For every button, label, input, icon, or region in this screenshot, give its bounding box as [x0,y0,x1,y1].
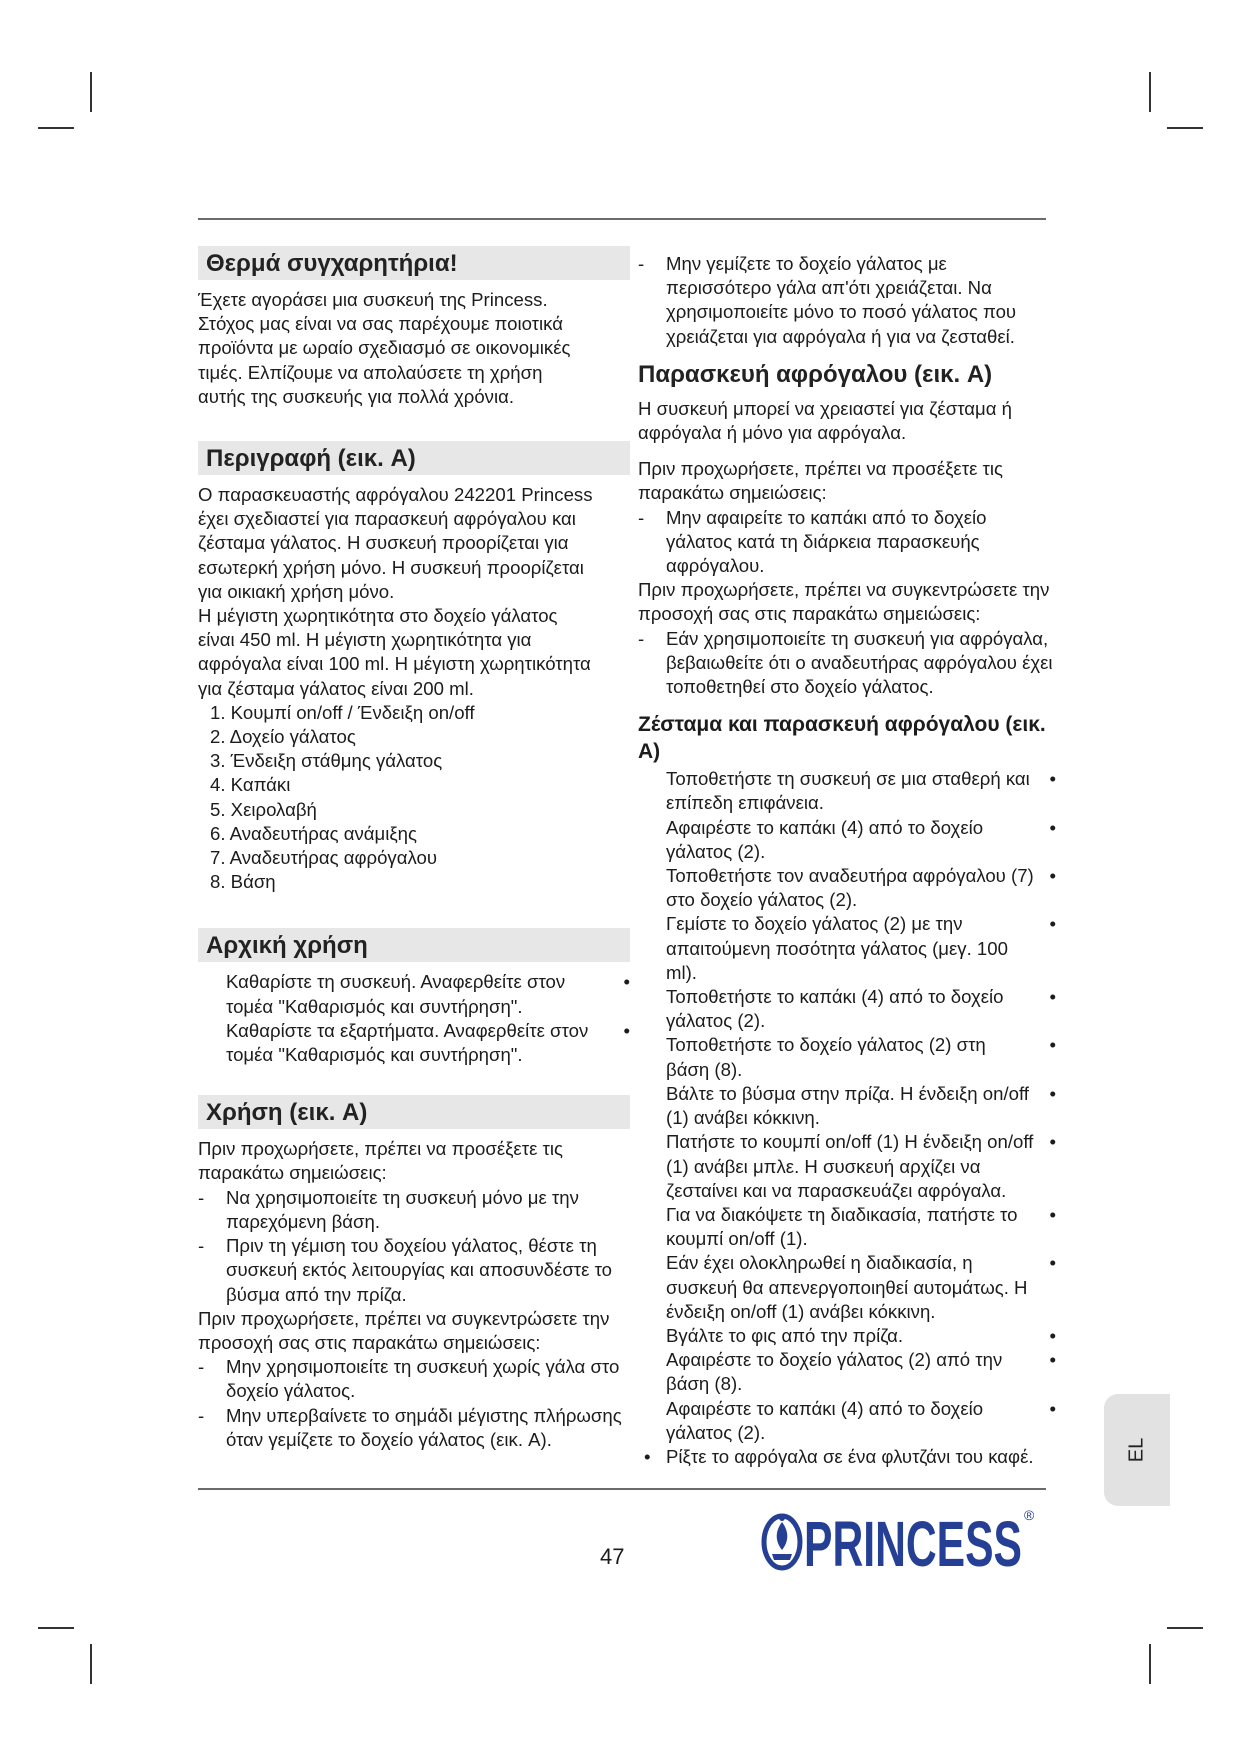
step-item: Τοποθετήστε το δοχείο γάλατος (2) στη βάση (8). • [638,1033,1056,1081]
note-list [638,627,1056,700]
note-item: - Μην υπερβαίνετε το σημάδι μέγιστης πλήρωσης όταν γεμίζετε το δοχείο γάλατος (εικ. A). [198,1404,630,1452]
part-item: 4. Καπάκι [210,774,291,796]
crop-mark [90,1644,92,1684]
section-heading: Παρασκευή αφρόγαλου (εικ. A) [638,360,993,388]
step-item: Τοποθετήστε τη συσκευή σε μια σταθερή και επίπεδη επιφάνεια. • [638,767,1056,815]
top-rule [198,218,1046,220]
note-item: - Μην αφαιρείτε το καπάκι από το δοχείο γάλατος κατά τη διάρκεια παρασκευής αφρόγαλου. [638,506,1056,579]
section-heading: Θερμά συγχαρητήρια! [198,246,630,280]
step-item: Αφαιρέστε το καπάκι (4) από το δοχείο γάλατος (2). • [638,816,1056,864]
part-item: 7. Αναδευτήρας αφρόγαλου [210,847,438,869]
crop-mark [90,72,92,112]
body-line: είναι 450 ml. Η μέγιστη χωρητικότητα για [198,629,532,651]
step-item: Τοποθετήστε το καπάκι (4) από το δοχείο γάλατος (2). • [638,985,1056,1033]
part-item: 5. Χειρολαβή [210,798,317,820]
body-line: Στόχος μας είναι να σας παρέχουμε ποιοτικά [198,313,563,335]
language-tab [1104,1394,1170,1506]
brand-wordmark: PRINCESS [804,1508,1022,1580]
note-list [198,1186,630,1307]
note-list [638,506,1056,579]
body-line: Ο παρασκευαστής αφρόγαλου 242201 Princess [198,484,593,506]
prep-section [638,361,1056,699]
part-item: 8. Βάση [210,871,276,893]
description-section [198,441,630,894]
note-item: - Εάν χρησιμοποιείτε τη συσκευή για αφρόγαλα, βεβαιωθείτε ότι ο αναδευτήρας αφρόγαλου έχει τοποθετηθεί στο δοχείο γάλατος. [638,627,1056,700]
body-line: εσωτερκή χρήση μόνο. Η συσκευή προορίζεται [198,556,584,578]
use-section [198,1095,630,1452]
crop-mark [38,127,74,129]
step-item: Τοποθετήστε τον αναδευτήρα αφρόγαλου (7) στο δοχείο γάλατος (2). • [638,864,1056,912]
bottom-rule [198,1488,1046,1490]
note-item: - Μην γεμίζετε το δοχείο γάλατος με περισσότερο γάλα απ'ότι χρειάζεται. Να χρησιμοποιείτε μόνο το ποσό γάλατος που χρειάζεται για αφρόγαλα ή για να ζεσταθεί. [638,252,1056,349]
parts-list [198,701,630,895]
body-line: τιμές. Ελπίζουμε να απολαύσετε τη χρήση [198,361,543,383]
body-text: Πριν προχωρήσετε, πρέπει να προσέξετε τις παρακάτω σημειώσεις: [198,1138,563,1184]
section-heading: Χρήση (εικ. A) [198,1095,630,1129]
step-item: Για να διακόψετε τη διαδικασία, πατήστε το κουμπί on/off (1). • [638,1203,1056,1251]
note-list [638,252,1056,349]
step-item: Πατήστε το κουμπί on/off (1) Η ένδειξη on/off (1) ανάβει μπλε. Η συσκευή αρχίζει να ζεσταίνει και να παρασκευάζει αφρόγαλα. • [638,1130,1056,1203]
crop-mark [1167,127,1203,129]
body-line: αυτής της συσκευής για πολλά χρόνια. [198,385,515,407]
bullet-item: Καθαρίστε τη συσκευή. Αναφερθείτε στον τομέα "Καθαρισμός και συντήρηση". • [198,970,630,1018]
crop-mark [1167,1627,1203,1629]
body-line: για οικιακή χρήση μόνο. [198,580,395,602]
left-column [198,246,630,1452]
note-item: - Μην χρησιμοποιείτε τη συσκευή χωρίς γάλα στο δοχείο γάλατος. [198,1355,630,1403]
language-code: EL [1125,1437,1148,1463]
section-heading: Περιγραφή (εικ. A) [198,441,630,475]
section-heading: Αρχική χρήση [198,928,630,962]
note-item: - Να χρησιμοποιείτε τη συσκευή μόνο με την παρεχόμενη βάση. [198,1186,630,1234]
part-item: 6. Αναδευτήρας ανάμιξης [210,822,417,844]
step-item: • Ρίξτε το αφρόγαλα σε ένα φλυτζάνι του καφέ. [638,1445,1056,1469]
crop-mark [1149,72,1151,112]
part-item: 2. Δοχείο γάλατος [210,726,356,748]
bullet-item: Καθαρίστε τα εξαρτήματα. Αναφερθείτε στον τομέα "Καθαρισμός και συντήρηση". • [198,1019,630,1067]
congrats-section [198,246,630,409]
crop-mark [38,1627,74,1629]
step-item: Εάν έχει ολοκληρωθεί η διαδικασία, η συσκευή θα απενεργοποιηθεί αυτομάτως. Η ένδειξη on/off (1) ανάβει κόκκινη. • [638,1251,1056,1324]
step-item: Βγάλτε το φις από την πρίζα. • [638,1324,1056,1348]
body-line: Έχετε αγοράσει μια συσκευή της Princess. [198,289,548,310]
first-use-list [198,970,630,1067]
registered-mark: ® [1024,1507,1035,1523]
body-text: Πριν προχωρήσετε, πρέπει να προσέξετε τις παρακάτω σημειώσεις: [638,458,1003,504]
body-line: ζέσταμα γάλατος. Η συσκευή προορίζεται για [198,532,569,554]
body-line: αφρόγαλα είναι 100 ml. Η μέγιστη χωρητικότητα [198,653,591,675]
step-item: Αφαιρέστε το καπάκι (4) από το δοχείο γάλατος (2). • [638,1397,1056,1445]
note-item: - Πριν τη γέμιση του δοχείου γάλατος, θέστε τη συσκευή εκτός λειτουργίας και αποσυνδέστε το βύσμα από την πρίζα. [198,1234,630,1307]
body-line: προϊόντα με ωραίο σχεδιασμό σε οικονομικές [198,337,571,359]
step-item: Αφαιρέστε το δοχείο γάλατος (2) από την βάση (8). • [638,1348,1056,1396]
steps-list [638,767,1056,1469]
right-column [638,252,1056,1469]
body-line: Η μέγιστη χωρητικότητα στο δοχείο γάλατος [198,605,558,627]
part-item: 3. Ένδειξη στάθμης γάλατος [210,750,443,772]
heat-section [638,711,1056,1469]
first-use-section [198,928,630,1067]
section-heading: Ζέσταμα και παρασκευή αφρόγαλου (εικ. A) [638,713,1046,764]
body-line: για ζέσταμα γάλατος είναι 200 ml. [198,677,474,699]
body-text: Πριν προχωρήσετε, πρέπει να συγκεντρώσετε την προσοχή σας στις παρακάτω σημειώσεις: [198,1307,610,1353]
note-list [198,1355,630,1452]
body-text: Η συσκευή μπορεί να χρειαστεί για ζέσταμα ή αφρόγαλα ή μόνο για αφρόγαλα. [638,397,1012,444]
step-item: Βάλτε το βύσμα στην πρίζα. Η ένδειξη on/off (1) ανάβει κόκκινη. • [638,1082,1056,1130]
crop-mark [1149,1644,1151,1684]
page-number: 47 [600,1544,625,1569]
princess-logo [760,1500,1036,1580]
crown-emblem-icon [764,1515,800,1568]
body-line: έχει σχεδιαστεί για παρασκευή αφρόγαλου και [198,508,576,530]
step-item: Γεμίστε το δοχείο γάλατος (2) με την απαιτούμενη ποσότητα γάλατος (μεγ. 100 ml). • [638,912,1056,985]
part-item: 1. Κουμπί on/off / Ένδειξη on/off [210,701,475,723]
body-text: Πριν προχωρήσετε, πρέπει να συγκεντρώσετε την προσοχή σας στις παρακάτω σημειώσεις: [638,579,1050,625]
